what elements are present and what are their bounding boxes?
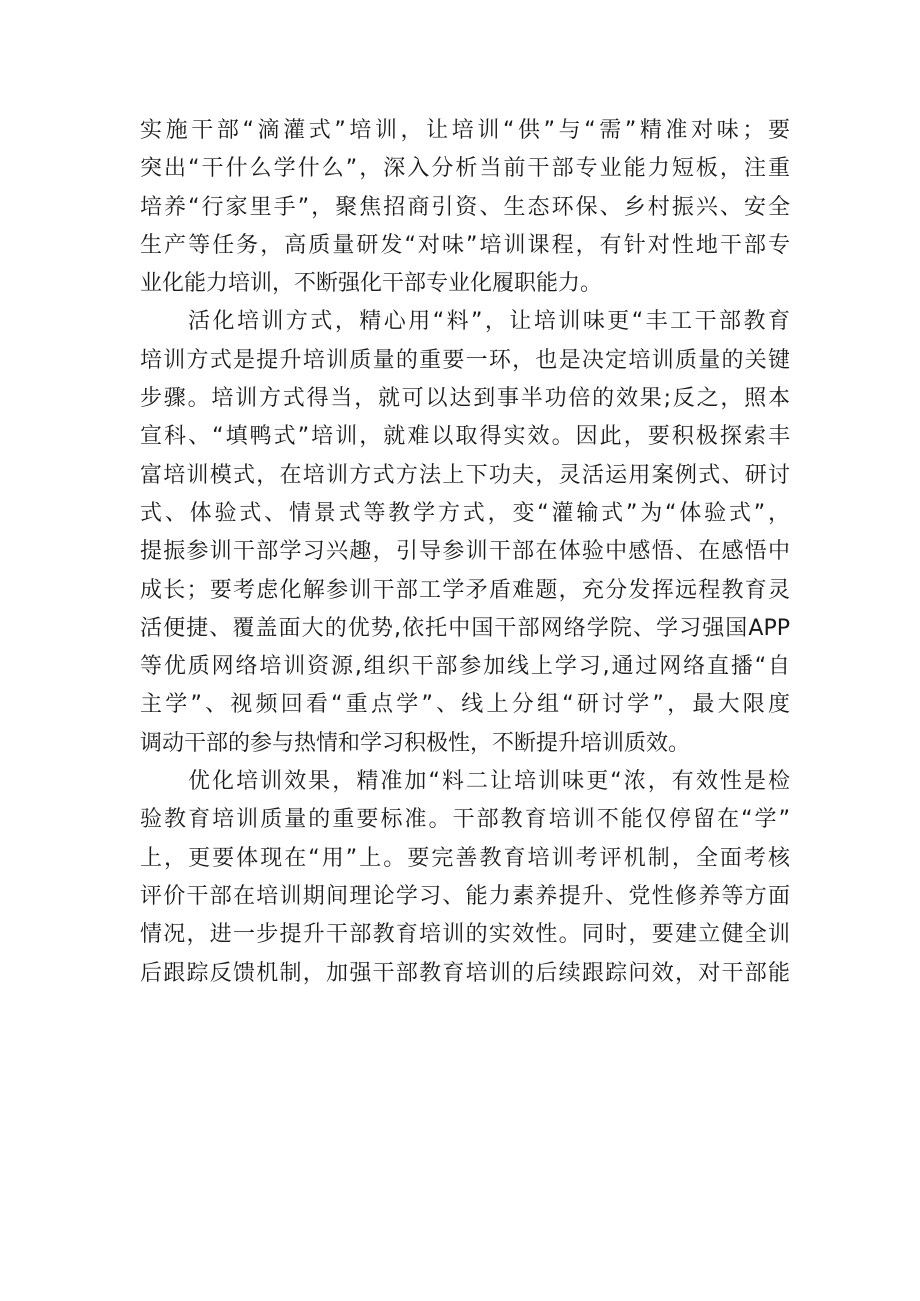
text-line: 情况，进一步提升干部教育培训的实效性。同时，要建立健全训: [140, 922, 790, 948]
paragraph-2: [140, 303, 790, 763]
text-line: 活化培训方式，精心用“料”，让培训味更“丰工干部教育: [188, 309, 790, 335]
text-line: 提振参训干部学习兴趣，引导参训干部在体验中感悟、在感悟中: [140, 539, 790, 565]
paragraph-1: [140, 112, 790, 303]
text-line: 上，更要体现在“用”上。要完善教育培训考评机制，全面考核: [140, 845, 790, 871]
text-line: 富培训模式，在培训方式方法上下功夫，灵活运用案例式、研讨: [140, 462, 790, 488]
text-line: 等优质网络培训资源,组织干部参加线上学习,通过网络直播“自: [140, 654, 790, 680]
text-line: 评价干部在培训期间理论学习、能力素养提升、党性修养等方面: [140, 883, 790, 909]
text-line: 成长；要考虑化解参训干部工学矛盾难题，充分发挥远程教育灵: [140, 577, 790, 603]
text-line: 步骤。培训方式得当，就可以达到事半功倍的效果;反之，照本: [140, 386, 790, 412]
text-line: 优化培训效果，精准加“料二让培训味更“浓，有效性是检: [188, 769, 790, 795]
paragraph-3: [140, 763, 790, 993]
text-line: 验教育培训质量的重要标准。干部教育培训不能仅停留在“学”: [140, 807, 790, 833]
text-line: 培养“行家里手”，聚焦招商引资、生态环保、乡村振兴、安全: [140, 194, 790, 220]
text-line: 业化能力培训，不断强化干部专业化履职能力。: [140, 271, 603, 297]
text-line: 宣科、“填鸭式”培训，就难以取得实效。因此，要积极探索丰: [140, 424, 790, 450]
text-line: 培训方式是提升培训质量的重要一环，也是决定培训质量的关键: [140, 347, 790, 373]
text-line: 突出“干什么学什么”，深入分析当前干部专业能力短板，注重: [140, 156, 790, 182]
document-body: [140, 112, 790, 993]
text-line: 生产等任务，高质量研发“对味”培训课程，有针对性地干部专: [140, 232, 790, 258]
text-line: 式、体验式、情景式等教学方式，变“灌输式”为“体验式”，: [140, 500, 790, 526]
text-line: 主学”、视频回看“重点学”、线上分组“研讨学”，最大限度: [140, 692, 790, 718]
text-line: 实施干部“滴灌式”培训，让培训“供”与“需”精准对味；要: [140, 118, 790, 143]
text-line: 调动干部的参与热情和学习积极性，不断提升培训质效。: [140, 730, 691, 756]
text-line: 活便捷、覆盖面大的优势,依托中国干部网络学院、学习强国APP: [140, 615, 790, 641]
text-line: 后跟踪反馈机制，加强干部教育培训的后续跟踪问效，对干部能: [140, 960, 790, 986]
